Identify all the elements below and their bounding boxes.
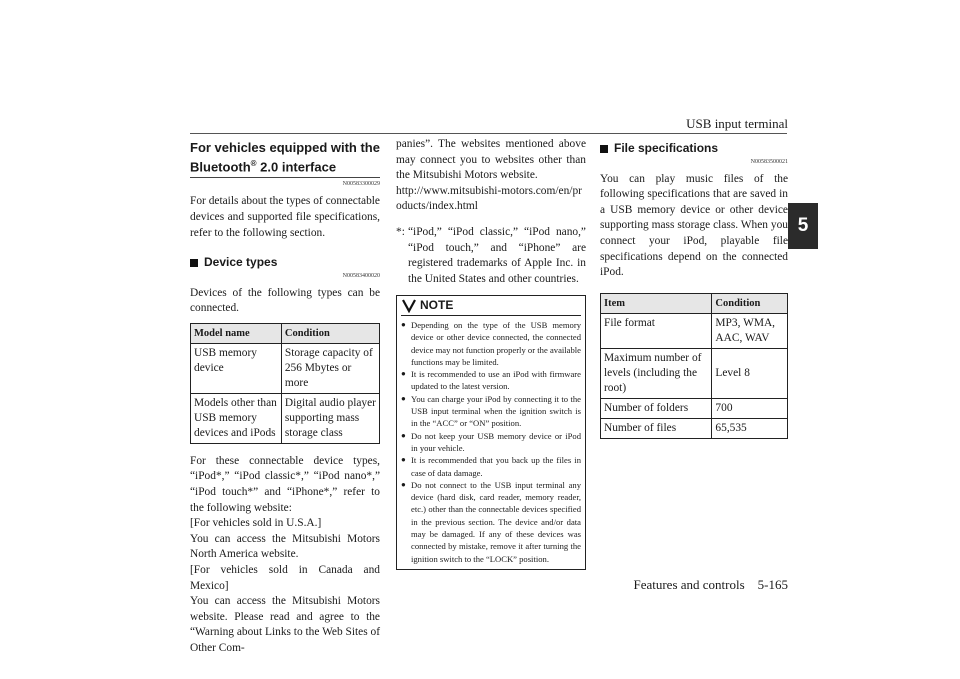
device-types-code: N00583400020 [342, 272, 380, 279]
intro-text: For details about the types of connectable devices and supported file specifications, refer to the following section. [190, 195, 380, 239]
section-code: N00583300029 [342, 181, 380, 188]
square-bullet-icon [600, 145, 608, 153]
paragraph: You can access the Mitsubishi Motors North America website. [190, 532, 380, 561]
table-cell: 65,535 [712, 418, 788, 438]
note-label: NOTE [420, 298, 454, 313]
header-rule [190, 133, 787, 134]
table-header: Condition [712, 293, 788, 313]
table-header: Item [601, 293, 712, 313]
footnote [396, 225, 586, 287]
continuation-text: panies”. The websites mentioned above may connect you to websites other than the Mitsubishi Motors website. [396, 138, 586, 182]
website-url: http://www.mitsubishi-motors.com/en/products/index.html [396, 184, 582, 213]
note-icon [401, 299, 417, 313]
table-row [601, 313, 788, 348]
device-types-title: Device types [204, 255, 278, 270]
device-types-heading [190, 255, 380, 271]
list-item: ● You can charge your iPod by connecting it to the USB input terminal when the ignition switch is in the “ACC” or “ON” position. [401, 393, 581, 430]
list-item: ● It is recommended that you back up the files in case of data damage. [401, 454, 581, 479]
heading-line-1: For vehicles equipped with the [190, 140, 380, 155]
paragraph: For these connectable device types, “iPod*,” “iPod classic*,” “iPod nano*,” “iPod touch*” and “iPhone*,” refer to the following website: [190, 454, 380, 514]
device-types-intro: Devices of the following types can be connected. [190, 286, 380, 315]
column-3 [600, 137, 788, 439]
table-cell: Maximum number of levels (including the root) [601, 348, 712, 398]
list-item: ● It is recommended to use an iPod with firmware updated to the latest version. [401, 368, 581, 393]
list-item: ● Depending on the type of the USB memory device or other device connected, the connected device may not function properly or the available functions may be limited. [401, 319, 581, 368]
heading-bluetooth: Bluetooth [190, 159, 251, 175]
running-header: USB input terminal [686, 116, 788, 131]
table-row [191, 343, 380, 393]
table-cell: MP3, WMA, AAC, WAV [712, 313, 788, 348]
file-spec-table [600, 293, 788, 439]
table-row [191, 393, 380, 443]
heading-interface: 2.0 interface [256, 159, 337, 175]
note-box [396, 295, 586, 570]
table-row [601, 398, 788, 418]
table-header: Condition [281, 323, 379, 343]
file-spec-title: File specifications [614, 141, 719, 155]
table-row [601, 348, 788, 398]
column-2 [396, 137, 586, 570]
table-row [601, 418, 788, 438]
footnote-text: “iPod,” “iPod classic,” “iPod nano,” “iPod touch,” and “iPhone” are registered trademarks of Apple Inc. in the United States and other countries. [408, 225, 586, 285]
file-spec-heading [600, 141, 788, 157]
list-item: ● Do not keep your USB memory device or iPod in your vehicle. [401, 430, 581, 455]
table-cell: USB memory device [191, 343, 282, 393]
table-cell: Storage capacity of 256 Mbytes or more [281, 343, 379, 393]
note-list [401, 319, 581, 565]
file-spec-intro: You can play music files of the following specifications that are saved in a USB memory device or other device supporting mass storage class. When you connect your iPod, playable file specifications depend on the connected iPod. [600, 172, 788, 279]
chapter-tab: 5 [788, 203, 818, 249]
paragraph: [For vehicles sold in U.S.A.] [190, 517, 322, 530]
paragraph: [For vehicles sold in Canada and Mexico] [190, 564, 380, 592]
heading-rule [190, 177, 380, 178]
page-footer: Features and controls 5-165 [633, 577, 788, 592]
square-bullet-icon [190, 259, 198, 267]
table-cell: File format [601, 313, 712, 348]
table-cell: Number of files [601, 418, 712, 438]
list-item: ● Do not connect to the USB input terminal any device (hard disk, card reader, memory reader, etc.) other than the connectable devices specified in the previous section. The device and/or data may be damaged. If any of these devices was connected by mistake, remove it after turning the ignition switch to the “LOCK” position. [401, 479, 581, 565]
note-heading [401, 298, 581, 316]
table-cell: Digital audio player supporting mass storage class [281, 393, 379, 443]
footnote-mark: *: [396, 225, 405, 238]
file-spec-code: N00583500021 [750, 158, 788, 165]
column-1 [190, 137, 380, 657]
paragraph: You can access the Mitsubishi Motors website. Please read and agree to the “Warning about Links to the Web Sites of Other Com- [190, 595, 380, 655]
device-types-table [190, 323, 380, 444]
table-cell: Level 8 [712, 348, 788, 398]
table-cell: 700 [712, 398, 788, 418]
table-header: Model name [191, 323, 282, 343]
section-heading [190, 140, 380, 175]
registered-mark: ® [250, 159, 257, 168]
table-cell: Models other than USB memory devices and iPods [191, 393, 282, 443]
table-cell: Number of folders [601, 398, 712, 418]
